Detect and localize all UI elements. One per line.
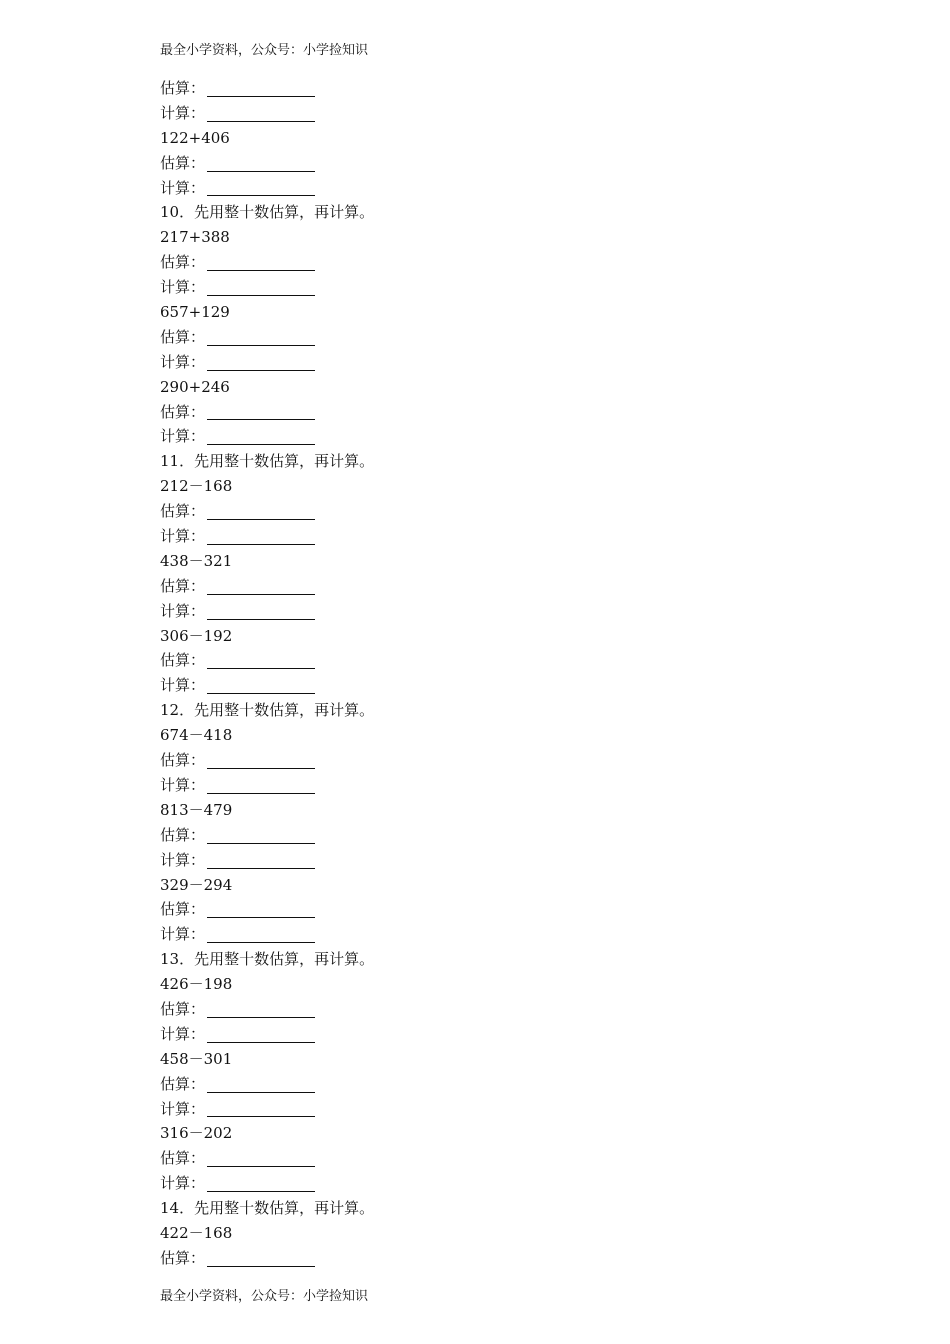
page-footer: 最全小学资料，公众号：小学捡知识 [160,1289,369,1304]
compute-label: 计算： [160,601,206,620]
compute-answer-blank[interactable] [207,603,315,620]
compute-label: 计算： [160,103,206,122]
estimate-label: 估算： [160,900,206,919]
compute-row [160,424,860,449]
compute-label: 计算： [160,850,206,869]
compute-answer-blank[interactable] [207,1100,315,1117]
question-heading: 11．先用整十数估算，再计算。 [160,452,375,471]
compute-answer-blank[interactable] [207,1175,315,1192]
compute-answer-blank[interactable] [207,279,315,296]
estimate-label: 估算： [160,651,206,670]
estimate-answer-blank[interactable] [207,403,315,420]
question-heading: 14．先用整十数估算，再计算。 [160,1199,375,1218]
estimate-label: 估算： [160,576,206,595]
compute-label: 计算： [160,278,206,297]
compute-label: 计算： [160,1099,206,1118]
question-heading: 12．先用整十数估算，再计算。 [160,701,375,720]
expression: 674－418 [160,726,233,745]
estimate-row [160,897,860,922]
compute-row [160,275,860,300]
estimate-answer-blank[interactable] [207,827,315,844]
estimate-answer-blank[interactable] [207,1001,315,1018]
expression: 122+406 [160,128,230,147]
estimate-row [160,1072,860,1097]
estimate-answer-blank[interactable] [207,503,315,520]
compute-label: 计算： [160,676,206,695]
expression: 217+388 [160,228,230,247]
estimate-label: 估算： [160,253,206,272]
compute-row [160,101,860,126]
estimate-row [160,648,860,673]
compute-label: 计算： [160,352,206,371]
estimate-label: 估算： [160,825,206,844]
page-header: 最全小学资料，公众号：小学捡知识 [160,43,369,58]
estimate-row [160,997,860,1022]
estimate-label: 估算： [160,1149,206,1168]
question-heading: 10．先用整十数估算，再计算。 [160,203,375,222]
compute-label: 计算： [160,775,206,794]
compute-label: 计算： [160,925,206,944]
estimate-label: 估算： [160,999,206,1018]
expression: 458－301 [160,1049,233,1068]
estimate-row [160,325,860,350]
expression: 329－294 [160,875,233,894]
compute-row [160,773,860,798]
compute-row [160,1022,860,1047]
compute-answer-blank[interactable] [207,428,315,445]
estimate-label: 估算： [160,153,206,172]
expression: 316－202 [160,1124,233,1143]
worksheet-body [160,76,860,1271]
estimate-row [160,574,860,599]
estimate-answer-blank[interactable] [207,155,315,172]
estimate-label: 估算： [160,327,206,346]
compute-answer-blank[interactable] [207,105,315,122]
estimate-row [160,1146,860,1171]
estimate-answer-blank[interactable] [207,752,315,769]
estimate-label: 估算： [160,402,206,421]
estimate-row [160,499,860,524]
compute-answer-blank[interactable] [207,677,315,694]
compute-row [160,1097,860,1122]
estimate-answer-blank[interactable] [207,1250,315,1267]
estimate-row [160,748,860,773]
estimate-answer-blank[interactable] [207,652,315,669]
compute-answer-blank[interactable] [207,354,315,371]
estimate-answer-blank[interactable] [207,578,315,595]
compute-row [160,673,860,698]
estimate-answer-blank[interactable] [207,254,315,271]
estimate-answer-blank[interactable] [207,901,315,918]
estimate-row [160,76,860,101]
expression: 426－198 [160,975,233,994]
compute-answer-blank[interactable] [207,179,315,196]
estimate-row [160,400,860,425]
estimate-label: 估算： [160,1074,206,1093]
compute-answer-blank[interactable] [207,528,315,545]
estimate-answer-blank[interactable] [207,329,315,346]
compute-label: 计算： [160,1024,206,1043]
compute-label: 计算： [160,1174,206,1193]
compute-row [160,524,860,549]
compute-answer-blank[interactable] [207,777,315,794]
expression: 290+246 [160,377,230,396]
compute-row [160,176,860,201]
expression: 306－192 [160,626,233,645]
expression: 813－479 [160,800,233,819]
compute-label: 计算： [160,527,206,546]
estimate-label: 估算： [160,78,206,97]
estimate-row [160,151,860,176]
compute-row [160,599,860,624]
estimate-answer-blank[interactable] [207,1076,315,1093]
compute-label: 计算： [160,427,206,446]
compute-row [160,922,860,947]
estimate-label: 估算： [160,751,206,770]
estimate-label: 估算： [160,502,206,521]
question-heading: 13．先用整十数估算，再计算。 [160,950,375,969]
estimate-row [160,823,860,848]
estimate-row [160,1246,860,1271]
estimate-answer-blank[interactable] [207,80,315,97]
compute-answer-blank[interactable] [207,926,315,943]
expression: 422－168 [160,1223,233,1242]
compute-row [160,848,860,873]
compute-row [160,1171,860,1196]
estimate-answer-blank[interactable] [207,1150,315,1167]
compute-row [160,350,860,375]
expression: 657+129 [160,303,230,322]
compute-label: 计算： [160,178,206,197]
expression: 438－321 [160,551,233,570]
compute-answer-blank[interactable] [207,852,315,869]
estimate-row [160,250,860,275]
estimate-label: 估算： [160,1248,206,1267]
compute-answer-blank[interactable] [207,1026,315,1043]
expression: 212－168 [160,477,233,496]
